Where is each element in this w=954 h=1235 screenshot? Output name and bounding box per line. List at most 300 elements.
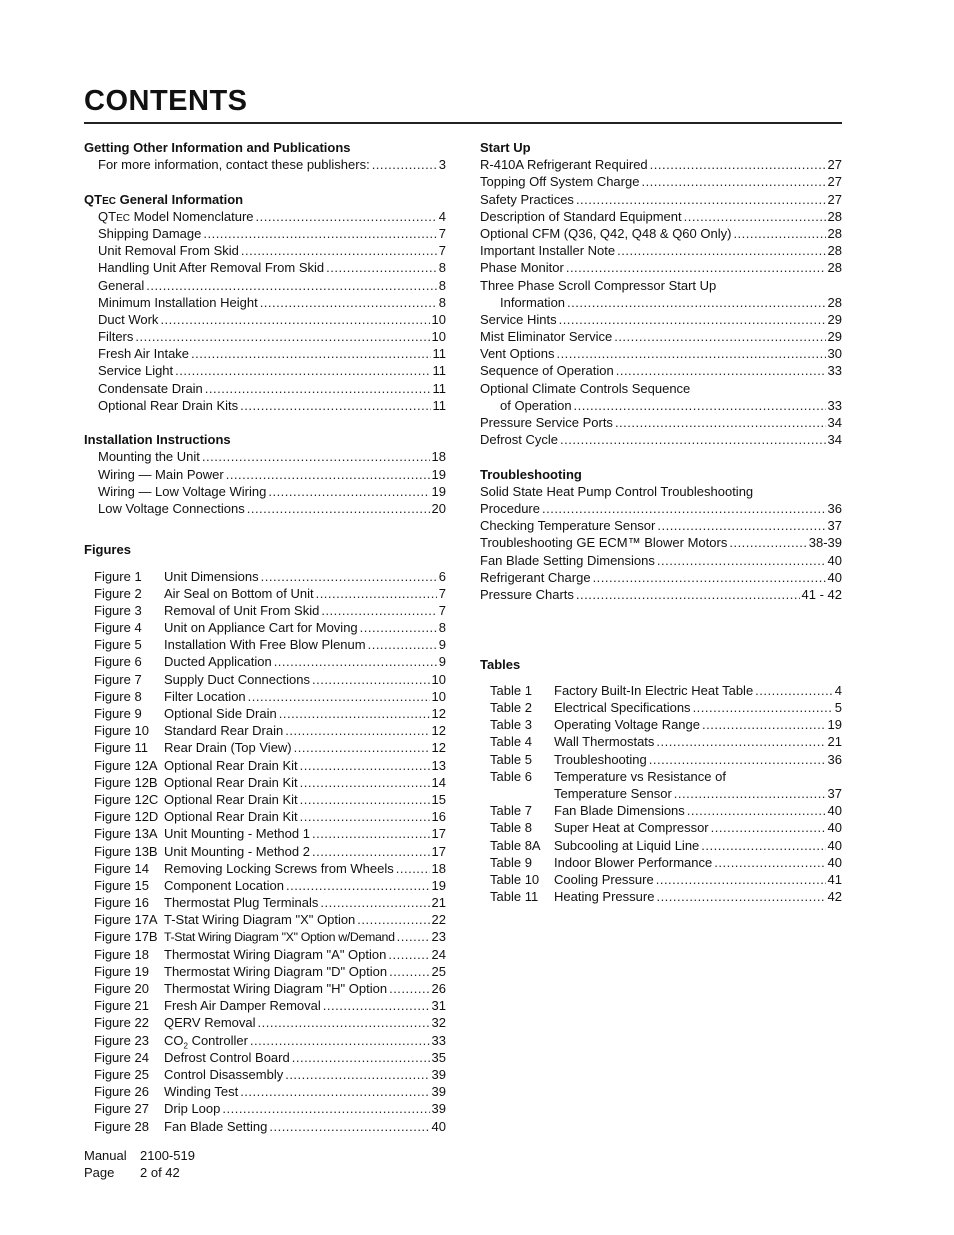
toc-leader bbox=[560, 431, 826, 448]
toc-entry[interactable] bbox=[84, 397, 446, 414]
toc-label: Supply Duct Connections bbox=[164, 671, 310, 687]
toc-number: Figure 12D bbox=[94, 809, 159, 825]
toc-page: 36 bbox=[827, 751, 842, 767]
toc-leader bbox=[617, 242, 825, 259]
toc-page: 29 bbox=[827, 329, 842, 345]
toc-label: Optional Rear Drain Kits bbox=[98, 397, 239, 413]
toc-leader bbox=[396, 860, 430, 877]
toc-page: 18 bbox=[431, 449, 446, 465]
toc-entry-line[interactable]: Solid State Heat Pump Control Troubleshooting bbox=[480, 483, 754, 499]
toc-page: 18 bbox=[431, 860, 446, 876]
toc-entry[interactable] bbox=[84, 311, 446, 328]
toc-entry[interactable] bbox=[84, 294, 446, 311]
toc-entry[interactable] bbox=[94, 774, 446, 791]
toc-label: Ducted Application bbox=[164, 654, 272, 670]
toc-page: 40 bbox=[827, 569, 842, 585]
toc-leader bbox=[368, 636, 437, 653]
toc-entry[interactable] bbox=[94, 843, 446, 860]
toc-entry[interactable] bbox=[490, 837, 842, 854]
toc-entry[interactable] bbox=[94, 911, 446, 928]
toc-number: Table 9 bbox=[490, 854, 532, 870]
section-heading-installation: Installation Instructions bbox=[84, 432, 231, 448]
toc-number: Figure 13A bbox=[94, 826, 158, 842]
toc-number: Figure 11 bbox=[94, 740, 148, 756]
toc-label: Duct Work bbox=[98, 311, 159, 327]
toc-entry[interactable] bbox=[480, 242, 842, 259]
section-heading-startup: Start Up bbox=[480, 140, 531, 155]
toc-page: 8 bbox=[438, 277, 446, 293]
toc-label: T-Stat Wiring Diagram "X" Option bbox=[164, 912, 356, 928]
toc-entry[interactable] bbox=[490, 871, 842, 888]
toc-entry[interactable] bbox=[84, 362, 446, 379]
toc-entry[interactable] bbox=[480, 534, 842, 551]
toc-number: Table 2 bbox=[490, 700, 532, 715]
toc-page: 27 bbox=[827, 174, 842, 190]
toc-label: Winding Test bbox=[164, 1084, 239, 1100]
toc-number: Figure 16 bbox=[94, 895, 149, 911]
toc-entry[interactable] bbox=[94, 963, 446, 980]
toc-label: Service Hints bbox=[480, 311, 557, 327]
toc-entry[interactable] bbox=[490, 888, 842, 905]
toc-leader bbox=[372, 156, 437, 173]
toc-entry[interactable] bbox=[480, 328, 842, 345]
toc-leader bbox=[656, 871, 826, 888]
toc-page: 8 bbox=[438, 620, 446, 636]
toc-entry[interactable] bbox=[94, 928, 446, 945]
toc-number: Figure 18 bbox=[94, 946, 149, 962]
toc-entry[interactable] bbox=[94, 636, 446, 653]
toc-leader bbox=[616, 362, 826, 379]
toc-entry[interactable]: Table 6 Temperature vs Resistance of bbox=[490, 768, 726, 784]
toc-page: 7 bbox=[438, 225, 446, 241]
toc-entry[interactable] bbox=[94, 877, 446, 894]
toc-entry-line[interactable]: Three Phase Scroll Compressor Start Up bbox=[480, 277, 717, 293]
toc-page: 4 bbox=[834, 682, 842, 698]
toc-page: 39 bbox=[431, 1084, 446, 1100]
toc-label: Defrost Cycle bbox=[480, 432, 559, 448]
toc-page: 21 bbox=[827, 734, 842, 750]
toc-label: Fan Blade Setting Dimensions bbox=[480, 552, 655, 568]
toc-page: 12 bbox=[431, 740, 446, 756]
toc-leader bbox=[702, 716, 826, 733]
toc-entry[interactable] bbox=[480, 569, 842, 586]
toc-page: 24 bbox=[431, 946, 446, 962]
toc-entry[interactable] bbox=[94, 585, 446, 602]
toc-label: Unit Mounting - Method 2 bbox=[164, 843, 310, 859]
toc-entry[interactable] bbox=[84, 328, 446, 345]
toc-entry[interactable] bbox=[94, 1118, 446, 1135]
title-rule bbox=[84, 122, 842, 124]
toc-leader bbox=[146, 277, 437, 294]
toc-leader bbox=[711, 819, 826, 836]
section-heading-getting: Getting Other Information and Publications bbox=[84, 140, 351, 155]
toc-label: Filter Location bbox=[164, 688, 246, 704]
toc-label: Operating Voltage Range bbox=[554, 717, 700, 733]
toc-leader bbox=[755, 682, 833, 699]
toc-page: 11 bbox=[432, 363, 446, 379]
toc-number: Figure 15 bbox=[94, 877, 149, 893]
toc-page: 19 bbox=[431, 466, 446, 482]
footer-manual-label: Manual bbox=[84, 1148, 127, 1163]
toc-label: Rear Drain (Top View) bbox=[164, 740, 292, 756]
section-heading-figures: Figures bbox=[84, 542, 131, 558]
toc-leader bbox=[222, 1100, 429, 1117]
toc-page: 28 bbox=[827, 208, 842, 224]
toc-label: Wiring — Main Power bbox=[98, 466, 224, 482]
toc-leader bbox=[389, 963, 429, 980]
toc-page: 13 bbox=[431, 757, 446, 773]
toc-page: 12 bbox=[431, 706, 446, 721]
toc-page: 11 bbox=[432, 380, 446, 396]
toc-entry[interactable] bbox=[94, 1083, 446, 1100]
toc-entry[interactable] bbox=[84, 242, 446, 259]
toc-entry[interactable] bbox=[480, 225, 842, 242]
toc-label: Vent Options bbox=[480, 346, 555, 362]
left-column bbox=[84, 139, 446, 1135]
toc-page: 26 bbox=[431, 981, 446, 996]
toc-entry[interactable] bbox=[94, 1014, 446, 1031]
toc-number: Table 7 bbox=[490, 803, 532, 819]
toc-entry[interactable] bbox=[490, 819, 842, 836]
toc-entry[interactable] bbox=[94, 791, 446, 808]
toc-label: Sequence of Operation bbox=[480, 363, 614, 379]
toc-entry[interactable] bbox=[490, 733, 842, 750]
toc-page: 28 bbox=[827, 260, 842, 276]
toc-leader bbox=[300, 757, 430, 774]
toc-page: 40 bbox=[827, 854, 842, 870]
toc-label: $CO_2$ Controller bbox=[164, 1032, 248, 1051]
toc-label: Fresh Air Damper Removal bbox=[164, 998, 321, 1014]
toc-leader bbox=[286, 877, 430, 894]
toc-page: 11 bbox=[432, 397, 446, 413]
toc-label: Wiring — Low Voltage Wiring bbox=[98, 483, 267, 499]
toc-leader bbox=[300, 808, 430, 825]
toc-label: Low Voltage Connections bbox=[98, 500, 245, 516]
toc-label: Component Location bbox=[164, 877, 284, 893]
toc-entry[interactable]: Information ..... 28 bbox=[480, 294, 842, 311]
toc-entry[interactable] bbox=[84, 483, 446, 500]
toc-label: Condensate Drain bbox=[98, 380, 203, 396]
toc-leader bbox=[323, 997, 430, 1014]
toc-leader bbox=[321, 602, 436, 619]
toc-entry[interactable] bbox=[490, 682, 842, 699]
toc-number: Figure 14 bbox=[94, 860, 149, 876]
startup-list-3 bbox=[480, 414, 842, 448]
toc-page: 40 bbox=[827, 803, 842, 819]
toc-leader bbox=[260, 294, 437, 311]
toc-entry[interactable]: QTEC Model Nomenclature ..... 4 bbox=[84, 208, 446, 225]
toc-leader bbox=[657, 552, 826, 569]
toc-number: Table 4 bbox=[490, 734, 532, 750]
toc-entry[interactable] bbox=[94, 602, 446, 619]
toc-page: 9 bbox=[438, 654, 446, 670]
toc-page: 28 bbox=[827, 243, 842, 259]
toc-page: 7 bbox=[438, 243, 446, 259]
toc-leader bbox=[593, 569, 826, 586]
toc-entry[interactable] bbox=[94, 619, 446, 636]
toc-leader bbox=[292, 1049, 430, 1066]
toc-entry[interactable] bbox=[84, 259, 446, 276]
toc-entry[interactable] bbox=[84, 277, 446, 294]
toc-label: Thermostat Wiring Diagram "A" Option bbox=[164, 946, 387, 962]
toc-leader bbox=[657, 517, 825, 534]
toc-entry[interactable] bbox=[94, 946, 446, 963]
toc-number: Table 8 bbox=[490, 820, 532, 836]
toc-entry[interactable] bbox=[490, 699, 842, 716]
toc-entry[interactable] bbox=[84, 500, 446, 517]
toc-leader bbox=[300, 774, 430, 791]
toc-label: Drip Loop bbox=[164, 1101, 221, 1117]
toc-entry[interactable] bbox=[94, 997, 446, 1014]
toc-entry[interactable]: Temperature Sensor ..... 37 bbox=[490, 785, 842, 802]
toc-page: 30 bbox=[827, 346, 842, 362]
toc-number: Table 10 bbox=[490, 871, 540, 887]
toc-page: 20 bbox=[431, 500, 446, 516]
tables-list-2 bbox=[490, 802, 842, 905]
toc-label: Wall Thermostats bbox=[554, 734, 655, 750]
toc-entry[interactable] bbox=[84, 466, 446, 483]
toc-entry[interactable] bbox=[490, 751, 842, 768]
toc-entry[interactable] bbox=[94, 688, 446, 705]
toc-entry[interactable] bbox=[84, 380, 446, 397]
toc-number: Figure 17A bbox=[94, 912, 158, 928]
toc-label: Unit Dimensions bbox=[164, 568, 259, 584]
toc-number: Table 11 bbox=[490, 889, 539, 905]
toc-page: 34 bbox=[827, 432, 842, 448]
toc-leader bbox=[326, 259, 437, 276]
toc-label: Air Seal on Bottom of Unit bbox=[164, 585, 314, 601]
toc-entry[interactable] bbox=[94, 894, 446, 911]
toc-label: Removing Locking Screws from Wheels bbox=[164, 860, 394, 876]
toc-page: 7 bbox=[438, 585, 446, 601]
toc-page: 9 bbox=[438, 637, 446, 653]
toc-label: Important Installer Note bbox=[480, 243, 616, 259]
toc-number: Figure 10 bbox=[94, 723, 149, 739]
toc-page: 19 bbox=[431, 877, 446, 893]
startup-list-2 bbox=[480, 311, 842, 380]
toc-leader bbox=[294, 739, 430, 756]
toc-number: Table 5 bbox=[490, 751, 532, 767]
toc-leader bbox=[241, 242, 437, 259]
section-heading-troubleshooting: Troubleshooting bbox=[480, 466, 582, 482]
toc-leader bbox=[733, 225, 825, 242]
toc-label: Shipping Damage bbox=[98, 225, 202, 241]
toc-leader bbox=[269, 1118, 429, 1135]
toc-entry[interactable] bbox=[480, 259, 842, 276]
toc-label: Safety Practices bbox=[480, 191, 574, 207]
toc-number: Figure 12C bbox=[94, 791, 159, 807]
toc-leader bbox=[285, 722, 429, 739]
troubleshooting-list bbox=[480, 517, 842, 603]
toc-label: Optional Rear Drain Kit bbox=[164, 791, 298, 807]
toc-page: 10 bbox=[431, 688, 446, 704]
toc-leader bbox=[248, 688, 430, 705]
toc-label: R-410A Refrigerant Required bbox=[480, 157, 648, 173]
toc-label: Electrical Specifications bbox=[554, 700, 691, 715]
toc-leader bbox=[656, 733, 825, 750]
toc-label: Super Heat at Compressor bbox=[554, 820, 709, 836]
toc-leader bbox=[687, 802, 826, 819]
toc-leader bbox=[285, 1066, 429, 1083]
toc-label: Troubleshooting bbox=[554, 751, 647, 767]
toc-page: 40 bbox=[827, 820, 842, 836]
toc-entry[interactable] bbox=[94, 653, 446, 670]
toc-page: 10 bbox=[431, 311, 446, 327]
toc-page: 5 bbox=[834, 700, 842, 715]
toc-label: Optional Rear Drain Kit bbox=[164, 809, 298, 825]
toc-entry[interactable] bbox=[94, 705, 446, 722]
toc-label: Factory Built-In Electric Heat Table bbox=[554, 682, 754, 698]
toc-leader bbox=[312, 671, 430, 688]
tables-list bbox=[490, 682, 842, 768]
toc-entry[interactable] bbox=[94, 1066, 446, 1083]
toc-entry[interactable] bbox=[480, 414, 842, 431]
toc-entry[interactable] bbox=[490, 854, 842, 871]
toc-page: 40 bbox=[431, 1118, 446, 1134]
toc-page: 6 bbox=[438, 568, 446, 584]
toc-leader bbox=[312, 825, 430, 842]
toc-leader bbox=[320, 894, 429, 911]
toc-entry[interactable] bbox=[94, 739, 446, 756]
toc-entry[interactable] bbox=[94, 980, 446, 997]
toc-entry[interactable] bbox=[480, 362, 842, 379]
toc-label: Defrost Control Board bbox=[164, 1049, 290, 1065]
right-column bbox=[480, 139, 842, 905]
toc-label: Indoor Blower Performance bbox=[554, 854, 713, 870]
toc-label: Mounting the Unit bbox=[98, 449, 200, 465]
toc-entry[interactable] bbox=[490, 802, 842, 819]
toc-number: Figure 6 bbox=[94, 654, 142, 670]
toc-number: Figure 25 bbox=[94, 1066, 149, 1082]
toc-leader bbox=[175, 362, 430, 379]
toc-entry[interactable] bbox=[94, 808, 446, 825]
toc-number: Figure 28 bbox=[94, 1118, 149, 1134]
toc-entry[interactable] bbox=[94, 1100, 446, 1117]
toc-page: 4 bbox=[438, 208, 446, 224]
toc-label: Standard Rear Drain bbox=[164, 723, 284, 739]
toc-entry[interactable] bbox=[94, 671, 446, 688]
toc-entry[interactable] bbox=[480, 156, 842, 173]
toc-leader bbox=[729, 534, 806, 551]
toc-entry[interactable] bbox=[84, 345, 446, 362]
toc-leader bbox=[312, 843, 430, 860]
toc-number: Figure 9 bbox=[94, 706, 142, 721]
toc-entry[interactable]: Procedure ..... 36 bbox=[480, 500, 842, 517]
toc-leader bbox=[316, 585, 437, 602]
toc-entry[interactable] bbox=[84, 225, 446, 242]
toc-entry[interactable] bbox=[480, 552, 842, 569]
toc-entry[interactable] bbox=[94, 568, 446, 585]
toc-entry[interactable]: of Operation ..... 33 bbox=[480, 397, 842, 414]
toc-entry[interactable] bbox=[480, 173, 842, 190]
toc-number: Figure 20 bbox=[94, 981, 149, 996]
toc-page: 32 bbox=[431, 1015, 446, 1031]
toc-page: 38-39 bbox=[808, 535, 842, 551]
toc-leader bbox=[202, 448, 430, 465]
toc-number: Table 3 bbox=[490, 717, 532, 733]
toc-entry[interactable] bbox=[94, 1032, 446, 1049]
toc-page: 11 bbox=[432, 346, 446, 362]
toc-leader bbox=[649, 751, 826, 768]
toc-entry[interactable] bbox=[480, 517, 842, 534]
toc-label: Pressure Charts bbox=[480, 586, 574, 602]
toc-page: 17 bbox=[431, 826, 446, 842]
toc-label: Service Light bbox=[98, 363, 174, 379]
toc-leader bbox=[205, 380, 431, 397]
toc-number: Figure 27 bbox=[94, 1101, 149, 1117]
toc-entry[interactable] bbox=[480, 345, 842, 362]
toc-page: 3 bbox=[438, 157, 446, 173]
toc-entry[interactable] bbox=[490, 716, 842, 733]
toc-page: 14 bbox=[431, 774, 446, 790]
toc-leader bbox=[714, 854, 825, 871]
toc-leader bbox=[566, 259, 826, 276]
toc-number: Figure 7 bbox=[94, 671, 142, 687]
toc-label: Subcooling at Liquid Line bbox=[554, 837, 700, 853]
toc-entry[interactable] bbox=[480, 586, 842, 603]
toc-page: 10 bbox=[431, 671, 446, 687]
toc-page: 40 bbox=[827, 552, 842, 568]
toc-entry-line[interactable]: Optional Climate Controls Sequence bbox=[480, 380, 691, 396]
toc-leader bbox=[641, 173, 825, 190]
footer-manual-number: 2100-519 bbox=[140, 1148, 195, 1163]
toc-leader bbox=[240, 397, 430, 414]
toc-number: Figure 23 bbox=[94, 1032, 149, 1048]
toc-number: Table 1 bbox=[490, 682, 532, 698]
toc-entry[interactable] bbox=[94, 860, 446, 877]
toc-label: Refrigerant Charge bbox=[480, 569, 591, 585]
section-heading-tables: Tables bbox=[480, 656, 521, 672]
toc-leader bbox=[279, 705, 430, 722]
toc-leader bbox=[261, 568, 437, 585]
toc-page: 27 bbox=[827, 191, 842, 207]
toc-label: Cooling Pressure bbox=[554, 871, 654, 887]
toc-entry[interactable] bbox=[94, 757, 446, 774]
toc-leader bbox=[360, 619, 437, 636]
toc-leader bbox=[250, 1032, 430, 1049]
toc-leader bbox=[300, 791, 430, 808]
toc-number: Figure 3 bbox=[94, 602, 142, 618]
toc-label: Fan Blade Setting bbox=[164, 1118, 268, 1134]
toc-page: 19 bbox=[827, 717, 842, 733]
toc-entry[interactable] bbox=[480, 311, 842, 328]
toc-entry[interactable] bbox=[84, 448, 446, 465]
toc-leader bbox=[135, 328, 429, 345]
toc-page: 41 bbox=[827, 871, 842, 887]
toc-entry[interactable] bbox=[480, 208, 842, 225]
toc-page: 35 bbox=[431, 1049, 446, 1065]
toc-label: Troubleshooting GE ECM™ Blower Motors bbox=[480, 535, 728, 551]
toc-entry[interactable] bbox=[94, 722, 446, 739]
getting-list bbox=[84, 156, 446, 173]
toc-leader bbox=[268, 483, 429, 500]
toc-label: Fresh Air Intake bbox=[98, 346, 190, 362]
toc-page: 8 bbox=[438, 260, 446, 276]
toc-entry[interactable] bbox=[480, 191, 842, 208]
toc-leader bbox=[397, 928, 430, 945]
toc-leader bbox=[160, 311, 429, 328]
toc-leader bbox=[389, 980, 429, 997]
toc-page: 7 bbox=[438, 602, 446, 618]
toc-page: 17 bbox=[431, 843, 446, 859]
toc-entry[interactable] bbox=[94, 825, 446, 842]
toc-entry[interactable] bbox=[84, 156, 446, 173]
toc-label: Mist Eliminator Service bbox=[480, 329, 613, 345]
toc-entry[interactable] bbox=[94, 1049, 446, 1066]
toc-page: 41 - 42 bbox=[801, 586, 842, 602]
toc-entry[interactable] bbox=[480, 431, 842, 448]
toc-number: Figure 24 bbox=[94, 1049, 149, 1065]
